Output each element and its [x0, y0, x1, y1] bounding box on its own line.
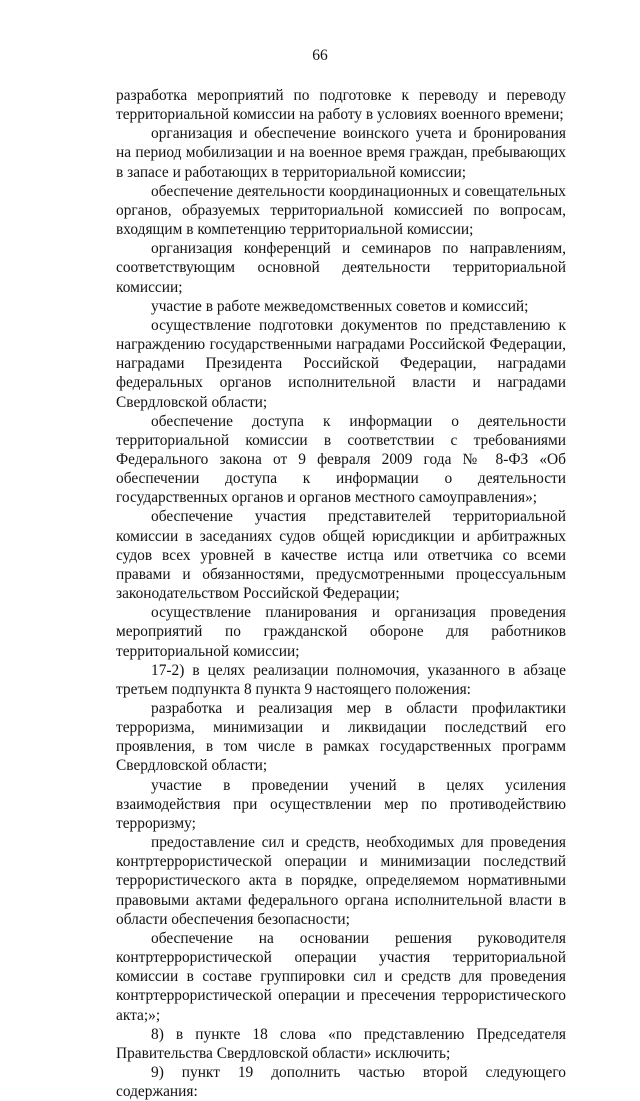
paragraph-9: осуществление планирования и организация проведения мероприятий по гражданской обороне для работников территориальной комиссии; — [116, 604, 566, 660]
paragraph-8: обеспечение участия представителей территориальной комиссии в заседаниях судов общей юрисдикции и арбитражных судов всех уровней в качестве истца или ответчика со всеми правами и обязанностями, предусмотренными процессуальным законодательством Российской Федерации; — [116, 508, 566, 603]
paragraph-13: предоставление сил и средств, необходимых для проведения контртеррористической операции и минимизации последствий террористического акта в порядке, определяемом нормативными правовыми актами федерального органа исполнительной власти в области обеспечения безопасности; — [116, 834, 566, 928]
paragraph-5: участие в работе межведомственных советов и комиссий; — [151, 297, 529, 315]
paragraph-7: обеспечение доступа к информации о деятельности территориальной комиссии в соответствии с требованиями Федерального закона от 9 февраля 2009 года № 8-ФЗ «Об обеспечении доступа к информации о деятельности государственных органов и органов местного самоуправления»; — [116, 412, 566, 507]
paragraph-4: организация конференций и семинаров по направлениям, соответствующим основной деятельности территориальной комиссии; — [116, 240, 566, 296]
paragraph-16: 9) пункт 19 дополнить частью второй следующего содержания: — [116, 1063, 566, 1101]
paragraph-1: разработка мероприятий по подготовке к переводу и переводу территориальной комиссии на работу в условиях военного времени; — [116, 87, 566, 124]
paragraph-14: обеспечение на основании решения руководителя контртеррористической операции участия территориальной комиссии в составе группировки сил и средств для проведения контртеррористической операции и пресечения террористического акта;»; — [116, 929, 566, 1024]
page-number: 66 — [312, 47, 328, 64]
paragraph-10: 17-2) в целях реализации полномочия, указанного в абзаце третьем подпункта 8 пункта 9 настоящего положения: — [116, 661, 566, 698]
paragraph-15: 8) в пункте 18 слова «по представлению Председателя Правительства Свердловской области» исключить; — [116, 1025, 566, 1062]
document-body — [116, 86, 566, 1101]
paragraph-11: разработка и реализация мер в области профилактики терроризма, минимизации и ликвидации последствий его проявления, в том числе в рамках государственных программ Свердловской области; — [116, 700, 566, 775]
paragraph-2: организация и обеспечение воинского учета и бронирования на период мобилизации и на военное время граждан, пребывающих в запасе и работающих в территориальной комиссии; — [116, 125, 566, 181]
paragraph-3: обеспечение деятельности координационных и совещательных органов, образуемых территориальной комиссией по вопросам, входящим в компетенцию территориальной комиссии; — [116, 182, 566, 239]
paragraph-12: участие в проведении учений в целях усиления взаимодействия при осуществлении мер по противодействию терроризму; — [116, 776, 566, 832]
paragraph-6: осуществление подготовки документов по представлению к награждению государственными наградами Российской Федерации, наградами Президента Российской Федерации, наградами федеральных органов исполнительной власти и наградами Свердловской области; — [116, 316, 566, 411]
